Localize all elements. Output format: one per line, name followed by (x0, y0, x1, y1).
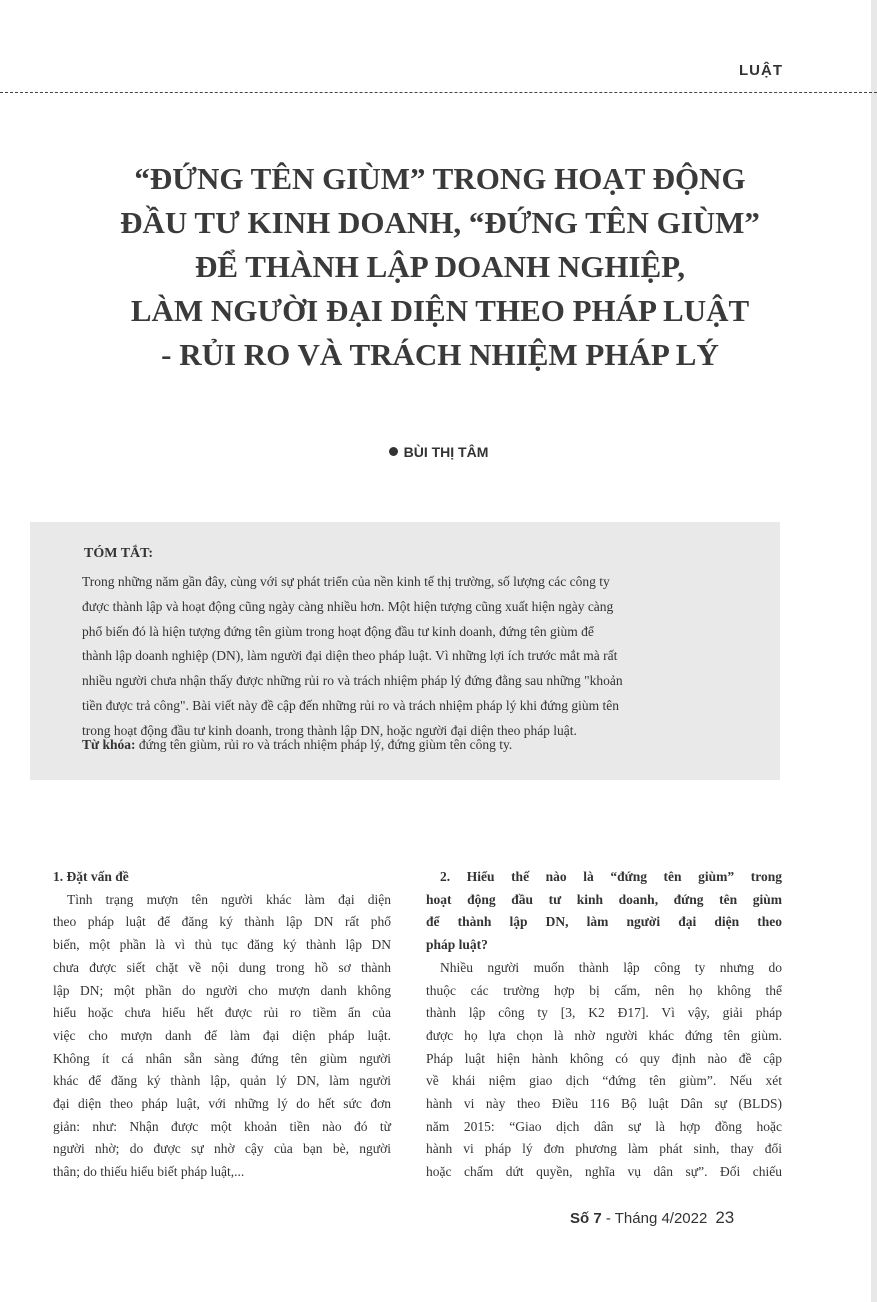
body-line: thành lập công ty [3, K2 Đ17]. Vì vậy, giải pháp (426, 1005, 782, 1021)
body-line: biến, một phần là vì thủ tục đăng ký thành lập DN (53, 937, 391, 953)
body-line: thân; do thiếu hiểu biết pháp luật,... (53, 1164, 245, 1180)
title-line: ĐẦU TƯ KINH DOANH, “ĐỨNG TÊN GIÙM” (120, 205, 760, 240)
footer-separator: - (601, 1210, 615, 1227)
author-byline (0, 444, 877, 460)
bullet-icon (389, 447, 398, 456)
body-line: Pháp luật hiện hành không có quy định nào đề cập (426, 1050, 782, 1066)
left-column (53, 866, 391, 1184)
body-line: hành vi pháp lý đơn phương làm phát sinh, thay đổi (426, 1141, 782, 1157)
abstract-line: nhiều người chưa nhận thấy được những rủi ro và trách nhiệm pháp lý đứng đằng sau những "khoản (82, 673, 623, 689)
body-line: giản: như: Nhận được một khoản tiền nào đó từ (53, 1118, 391, 1134)
body-line: năm 2015: “Giao dịch dân sự là hợp đồng hoặc (426, 1118, 782, 1134)
section-heading-line: 2. Hiểu thế nào là “đứng tên giùm” trong (440, 869, 782, 884)
body-line: lập DN; một phần do người cho mượn danh không (53, 982, 391, 998)
body-line: hiểu hoặc chưa hiểu hết được rủi ro tiềm ẩn của (53, 1005, 391, 1021)
body-line: đại diện theo pháp luật, với những lý do hết sức đơn (53, 1096, 391, 1112)
abstract-line: được thành lập và hoạt động cũng ngày càng nhiều hơn. Một hiện tượng cũng xuất hiện ngày càng (82, 598, 614, 614)
body-line: Nhiều người muốn thành lập công ty nhưng do (440, 959, 782, 975)
title-line: ĐỂ THÀNH LẬP DOANH NGHIỆP, (194, 249, 686, 284)
author-name: BÙI THỊ TÂM (403, 444, 489, 460)
section-heading-line: pháp luật? (426, 937, 488, 953)
article-title (30, 157, 850, 377)
abstract-line: tiền được trả công". Bài viết này đề cập đến những rủi ro và trách nhiệm pháp lý khi đứng giùm tên (82, 697, 619, 713)
body-line: việc cho mượn danh để làm đại diện pháp luật. (53, 1027, 391, 1043)
abstract-line: Trong những năm gần đây, cùng với sự phát triển của nền kinh tế thị trường, số lượng các công ty (82, 574, 610, 589)
body-line: được họ lựa chọn là nhờ người khác đứng tên giùm. (426, 1027, 782, 1043)
issue-number: Số 7 (570, 1210, 602, 1227)
section-tag: LUẬT (739, 62, 783, 79)
abstract-line: phổ biến đó là hiện tượng đứng tên giùm trong hoạt động đầu tư kinh doanh, đứng tên giùm để (82, 623, 594, 639)
abstract-box (30, 522, 780, 780)
title-line: - RỦI RO VÀ TRÁCH NHIỆM PHÁP LÝ (161, 337, 719, 372)
body-line: thuộc các trường hợp bị cấm, nên họ không thể (426, 982, 782, 998)
abstract-keywords (82, 733, 758, 757)
body-line: về khái niệm giao dịch “đứng tên giùm”. Nếu xét (426, 1073, 782, 1089)
title-line: “ĐỨNG TÊN GIÙM” TRONG HOẠT ĐỘNG (134, 161, 746, 196)
body-line: hành vi này theo Điều 116 Bộ luật Dân sự (BLDS) (426, 1096, 782, 1112)
body-line: Không ít cá nhân sẵn sàng đứng tên giùm người (53, 1050, 391, 1066)
section-heading: 1. Đặt vấn đề (53, 869, 129, 884)
abstract-body (82, 570, 758, 744)
body-line: theo pháp luật để đăng ký thành lập DN rất phổ (53, 914, 391, 930)
body-line: hoặc chấm dứt quyền, nghĩa vụ dân sự”. Đối chiếu (426, 1164, 782, 1180)
keywords-text: đứng tên giùm, rủi ro và trách nhiệm pháp lý, đứng giùm tên công ty. (135, 737, 513, 752)
scan-edge (871, 0, 877, 1302)
header-rule (0, 92, 877, 93)
abstract-line: trong hoạt động đầu tư kinh doanh, trong thành lập DN, hoặc người đại diện theo pháp luật. (82, 722, 577, 738)
right-column (426, 866, 782, 1184)
body-line: người nhờ; do được sự nhờ cậy của bạn bè, người (53, 1141, 391, 1157)
title-line: LÀM NGƯỜI ĐẠI DIỆN THEO PHÁP LUẬT (130, 293, 750, 328)
body-line: chưa được siết chặt về nội dung trong hồ sơ thành (53, 959, 391, 975)
section-heading-line: để thành lập DN, làm người đại diện theo (426, 914, 782, 930)
abstract-heading: TÓM TẮT: (84, 546, 154, 561)
abstract-line: thành lập doanh nghiệp (DN), làm người đại diện theo pháp luật. Vì những lợi ích trước mắt mà rất (82, 648, 618, 664)
page-footer (570, 1208, 734, 1228)
page-number: 23 (715, 1208, 735, 1227)
body-line: khác để đăng ký thành lập, quản lý DN, làm người (53, 1073, 391, 1089)
issue-date: Tháng 4/2022 (614, 1210, 708, 1227)
body-line: Tình trạng mượn tên người khác làm đại diện (67, 891, 391, 907)
keywords-label: Từ khóa: (82, 737, 136, 752)
section-heading-line: hoạt động đầu tư kinh doanh, đứng tên giùm (426, 891, 782, 907)
